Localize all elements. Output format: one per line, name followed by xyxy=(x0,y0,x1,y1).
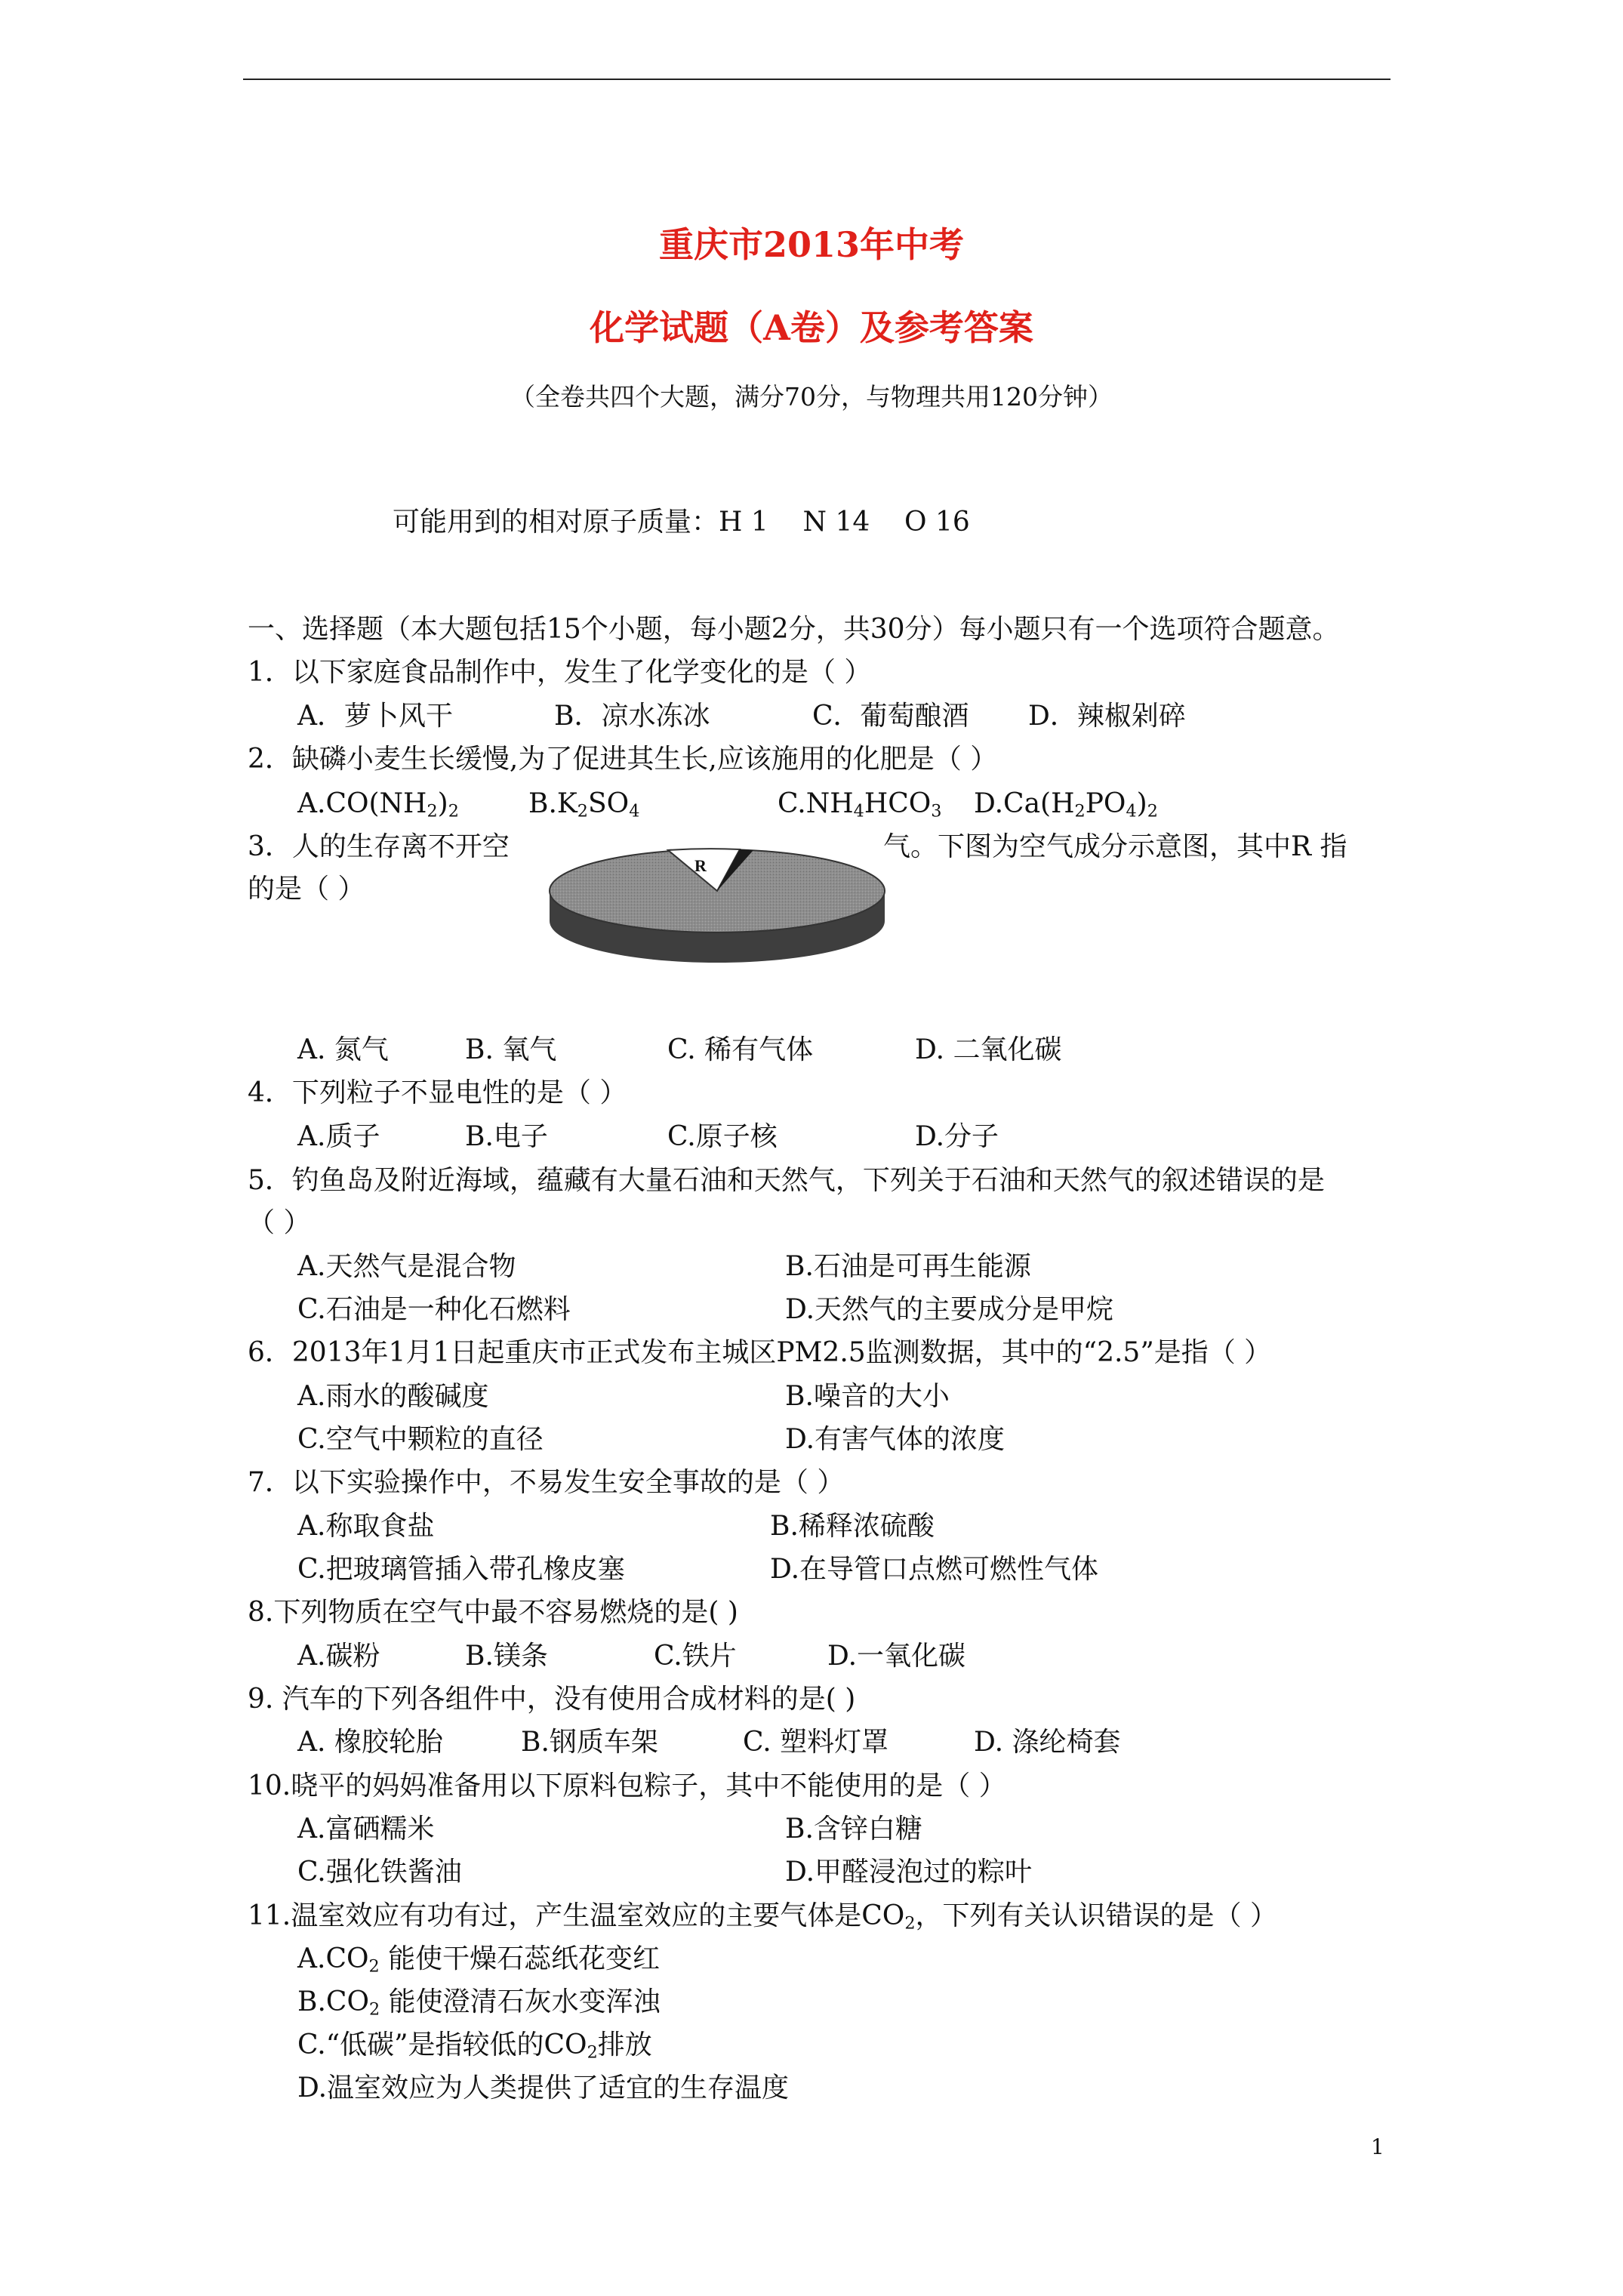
q11-option-b: $B.CO_2$ 能使澄清石灰水变浑浊 xyxy=(297,1986,661,2020)
air-composition-pie-chart xyxy=(544,838,891,974)
q5-option-c: C.石油是一种化石燃料 xyxy=(297,1294,571,1325)
q4-option-a: A.质子 xyxy=(297,1121,380,1152)
q11-option-d: D.温室效应为人类提供了适宜的生存温度 xyxy=(297,2073,790,2103)
q3-stem-continued: 的是（ ） xyxy=(248,874,365,905)
section-heading: 一、选择题（本大题包括15个小题，每小题2分，共30分）每小题只有一个选项符合题意。 xyxy=(248,614,1340,645)
q7-option-c: C.把玻璃管插入带孔橡皮塞 xyxy=(297,1554,625,1585)
q8-option-b: B.镁条 xyxy=(465,1641,548,1672)
q3-option-d: D. 二氧化碳 xyxy=(915,1034,1062,1065)
q1-option-b: B．凉水冻冰 xyxy=(554,701,710,732)
q9-option-c: C. 塑料灯罩 xyxy=(743,1727,889,1758)
q4-option-c: C.原子核 xyxy=(667,1121,778,1152)
q6-option-a: A.雨水的酸碱度 xyxy=(297,1381,489,1412)
q3-option-b: B. 氧气 xyxy=(465,1034,557,1065)
q10-option-d: D.甲醛浸泡过的粽叶 xyxy=(785,1857,1033,1888)
exam-info: （全卷共四个大题，满分70分，与物理共用120分钟） xyxy=(510,382,1113,411)
pie-label-r: R xyxy=(694,856,707,875)
q1-option-a: A．萝卜风干 xyxy=(297,701,453,732)
q4-option-b: B.电子 xyxy=(465,1121,548,1152)
q8-stem: 8.下列物质在空气中最不容易燃烧的是( ) xyxy=(248,1597,738,1628)
header-rule xyxy=(243,79,1390,80)
q10-option-a: A.富硒糯米 xyxy=(297,1814,435,1845)
q6-option-c: C.空气中颗粒的直径 xyxy=(297,1424,544,1455)
exam-subtitle-title: 化学试题（A卷）及参考答案 xyxy=(590,307,1033,348)
q11-option-a: $A.CO_2$ 能使干燥石蕊纸花变红 xyxy=(297,1943,661,1977)
q7-option-d: D.在导管口点燃可燃性气体 xyxy=(770,1554,1099,1585)
q6-option-b: B.噪音的大小 xyxy=(785,1381,950,1412)
q4-stem: 4．下列粒子不显电性的是（ ） xyxy=(248,1077,627,1108)
q2-option-b: $B.K_2SO_4$ xyxy=(528,788,640,821)
q5-paren: （ ） xyxy=(248,1207,311,1238)
q1-option-c: C．葡萄酿酒 xyxy=(812,701,969,732)
q4-option-d: D.分子 xyxy=(915,1121,999,1152)
q2-option-a: $A.CO(NH_2)_2$ xyxy=(297,788,459,821)
q9-stem: 9. 汽车的下列各组件中，没有使用合成材料的是( ) xyxy=(248,1684,856,1715)
q5-stem: 5．钓鱼岛及附近海域，蕴藏有大量石油和天然气，下列关于石油和天然气的叙述错误的是 xyxy=(248,1165,1325,1196)
q3-stem-left: 3．人的生存离不开空 xyxy=(248,831,510,862)
q9-option-d: D. 涤纶椅套 xyxy=(974,1727,1121,1758)
q1-option-d: D．辣椒剁碎 xyxy=(1028,701,1186,732)
q2-option-d: $D.Ca(H_2PO_4)_2$ xyxy=(974,788,1158,821)
q9-option-a: A. 橡胶轮胎 xyxy=(297,1727,443,1758)
q5-option-b: B.石油是可再生能源 xyxy=(785,1251,1031,1282)
q10-option-b: B.含锌白糖 xyxy=(785,1814,922,1845)
q3-option-a: A. 氮气 xyxy=(297,1034,389,1065)
page-number: 1 xyxy=(1371,2134,1384,2159)
q10-stem: 10.晓平的妈妈准备用以下原料包粽子，其中不能使用的是（ ） xyxy=(248,1771,1006,1801)
q2-stem: 2．缺磷小麦生长缓慢,为了促进其生长,应该施用的化肥是（ ） xyxy=(248,744,998,775)
q10-option-c: C.强化铁酱油 xyxy=(297,1857,462,1888)
q7-option-b: B.稀释浓硫酸 xyxy=(770,1511,935,1542)
q11-stem: 11.温室效应有功有过，产生温室效应的主要气体是$CO_2$，下列有关认识错误的是（ ） xyxy=(248,1900,1277,1934)
q2-option-c: $C.NH_4HCO_3$ xyxy=(778,788,942,821)
exam-title: 重庆市2013年中考 xyxy=(658,224,965,265)
q8-option-c: C.铁片 xyxy=(654,1641,737,1672)
q3-stem-right: 气。下图为空气成分示意图，其中R 指 xyxy=(883,831,1347,862)
q7-stem: 7．以下实验操作中，不易发生安全事故的是（ ） xyxy=(248,1467,845,1498)
q8-option-d: D.一氧化碳 xyxy=(827,1641,966,1672)
q11-option-c: C.“低碳”是指较低的$CO_2$排放 xyxy=(297,2029,652,2063)
q5-option-a: A.天然气是混合物 xyxy=(297,1251,516,1282)
atomic-mass-line: 可能用到的相对原子质量：H 1 N 14 O 16 xyxy=(393,507,970,538)
q3-option-c: C. 稀有气体 xyxy=(667,1034,814,1065)
q5-option-d: D.天然气的主要成分是甲烷 xyxy=(785,1294,1114,1325)
q6-option-d: D.有害气体的浓度 xyxy=(785,1424,1006,1455)
q9-option-b: B.钢质车架 xyxy=(521,1727,658,1758)
q6-stem: 6．2013年1月1日起重庆市正式发布主城区PM2.5监测数据，其中的“2.5”是指（ ） xyxy=(248,1337,1272,1368)
q7-option-a: A.称取食盐 xyxy=(297,1511,435,1542)
q1-stem: 1．以下家庭食品制作中，发生了化学变化的是（ ） xyxy=(248,657,872,688)
q8-option-a: A.碳粉 xyxy=(297,1641,380,1672)
